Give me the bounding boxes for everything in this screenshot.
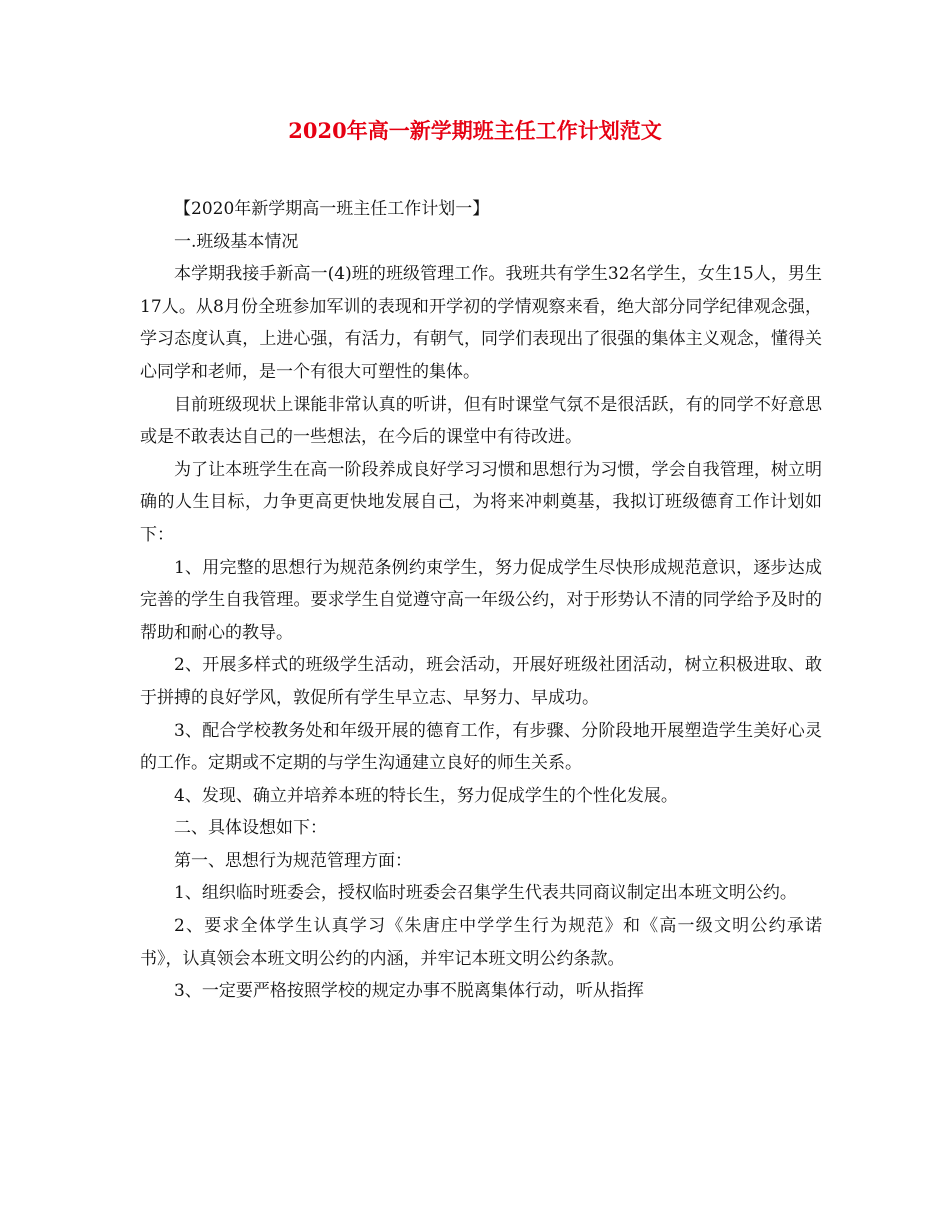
paragraph-item-3: 3、配合学校教务处和年级开展的德育工作，有步骤、分阶段地开展塑造学生美好心灵的工作。定期或不定期的与学生沟通建立良好的师生关系。 [140, 720, 822, 774]
paragraph-subitem-2: 2、要求全体学生认真学习《朱唐庄中学学生行为规范》和《高一级文明公约承诺书》，认真领会本班文明公约的内涵，并牢记本班文明公约条款。 [140, 916, 822, 969]
paragraph-subitem-1: 1、组织临时班委会，授权临时班委会召集学生代表共同商议制定出本班文明公约。 [174, 883, 797, 904]
document-body [140, 193, 822, 1008]
paragraph-item-2: 2、开展多样式的班级学生活动，班会活动，开展好班级社团活动，树立积极进取、敢于拼搏的良好学风，敦促所有学生早立志、早努力、早成功。 [140, 655, 822, 708]
paragraph-plan-heading: 【2020年新学期高一班主任工作计划一】 [174, 199, 490, 219]
paragraph-section-ideas: 二、具体设想如下： [174, 818, 327, 839]
paragraph-plan-intro: 为了让本班学生在高一阶段养成良好学习习惯和思想行为习惯，学会自我管理，树立明确的人生目标，力争更高更快地发展自己，为将来冲刺奠基，我拟订班级德育工作计划如下： [140, 459, 822, 545]
paragraph-class-overview: 本学期我接手新高一(4)班的班级管理工作。我班共有学生32名学生，女生15人，男生17人。从8月份全班参加军训的表现和开学初的学情观察来看，绝大部分同学纪律观念强，学习态度认真，上进心强，有活力，有朝气，同学们表现出了很强的集体主义观念，懂得关心同学和老师，是一个有很大可塑性的集体。 [140, 264, 822, 382]
paragraph-item-1: 1、用完整的思想行为规范条例约束学生，努力促成学生尽快形成规范意识，逐步达成完善的学生自我管理。要求学生自觉遵守高一年级公约，对于形势认不清的同学给予及时的帮助和耐心的教导。 [140, 557, 822, 643]
document-title: 2020年高一新学期班主任工作计划范文 [288, 118, 662, 143]
paragraph-subitem-3: 3、一定要严格按照学校的规定办事不脱离集体行动，听从指挥 [174, 981, 644, 1002]
paragraph-subsection-behavior: 第一、思想行为规范管理方面： [174, 850, 412, 871]
paragraph-current-status: 目前班级现状上课能非常认真的听讲，但有时课堂气氛不是很活跃，有的同学不好意思或是不敢表达自己的一些想法，在今后的课堂中有待改进。 [140, 394, 822, 448]
paragraph-item-4: 4、发现、确立并培养本班的特长生，努力促成学生的个性化发展。 [174, 785, 678, 806]
paragraph-section-basic: 一.班级基本情况 [174, 231, 299, 252]
